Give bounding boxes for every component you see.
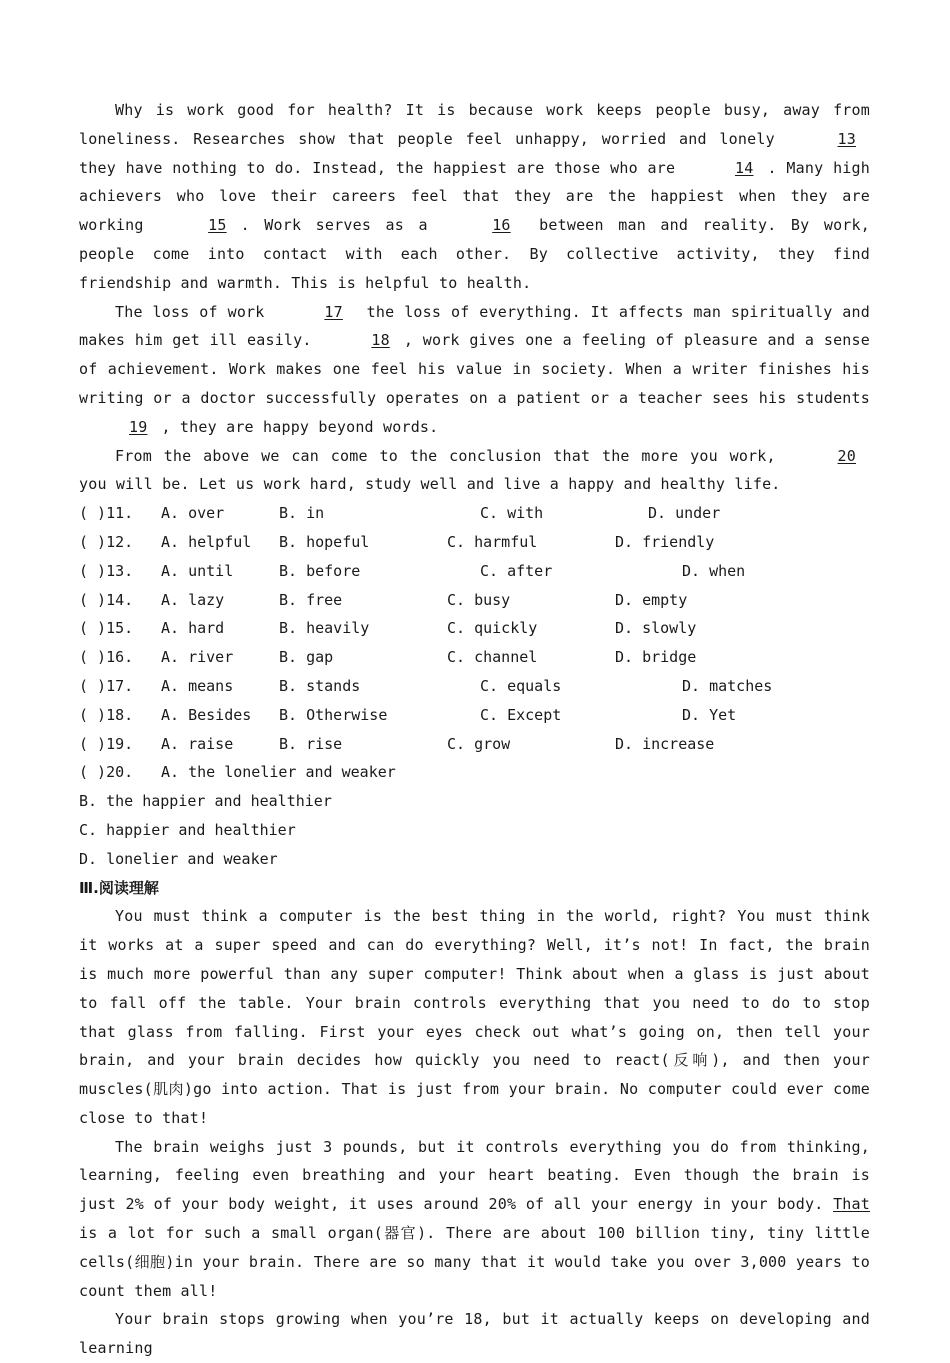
option-c: C. after [480,561,553,580]
question-number: ( )14. [79,590,134,609]
option-d: D. empty [615,590,688,609]
blank-13: 13 [837,129,856,148]
option-a: A. helpful [161,532,252,551]
blank-16: 16 [492,216,511,235]
option-b: B. in [279,504,325,523]
option-d: D. under [648,504,721,523]
option-a: A. the lonelier and weaker [161,763,396,782]
option-a: A. means [161,676,234,695]
underlined-word: That [833,1195,870,1214]
cloze-text: , they are happy beyond words. [161,417,439,436]
cloze-paragraph-1 [79,96,870,298]
option-b: B. heavily [279,619,370,638]
option-b: B. rise [279,734,343,753]
blank-20: 20 [837,446,856,465]
reading-text: is a lot for such a small organ(器官). There are about 100 billion tiny, tiny little cells(细胞)in your brain. There are so many that it would take you over 3,000 years to count them all! [79,1224,870,1300]
option-a: A. raise [161,734,234,753]
question-number: ( )20. [79,763,134,782]
question-number: ( )17. [79,676,134,695]
question-row-15 [79,614,870,643]
option-c: C. Except [480,705,562,724]
cloze-text: you will be. Let us work hard, study well and live a happy and healthy life. [79,475,781,494]
option-b: B. the happier and healthier [79,792,332,811]
option-c: C. happier and healthier [79,820,296,839]
option-a: A. over [161,504,225,523]
question-row-16 [79,643,870,672]
question-number: ( )11. [79,504,134,523]
reading-paragraph-3: Your brain stops growing when you’re 18, but it actually keeps on developing and learning [79,1310,870,1358]
option-b: B. stands [279,676,361,695]
option-b: B. free [279,590,343,609]
option-c: C. with [480,504,544,523]
option-a: A. river [161,648,234,667]
option-a: A. hard [161,619,225,638]
option-b: B. gap [279,648,334,667]
blank-15: 15 [208,216,227,235]
option-c: C. equals [480,676,562,695]
question-number: ( )16. [79,648,134,667]
cloze-text: , work gives one a feeling of pleasure and a sense of achievement. Work makes one feel his value in society. When a writer finishes his writing or a doctor successfully operates on a patient or a teacher sees his students [79,331,870,407]
question-row-18 [79,701,870,730]
cloze-text: . Many high achievers who love their careers feel that they are the happiest when they are working [79,158,870,235]
option-d: D. slowly [615,619,697,638]
option-d: D. friendly [615,532,715,551]
option-b: B. Otherwise [279,705,388,724]
reading-paragraph-2 [79,1133,870,1306]
blank-19: 19 [129,417,148,436]
blank-18: 18 [371,331,390,350]
option-b: B. hopeful [279,532,370,551]
cloze-paragraph-2 [79,298,870,442]
option-b: B. before [279,561,361,580]
cloze-text: Why is work good for health? It is because work keeps people busy, away from loneliness. Researches show that people feel unhappy, worried and lonely [79,101,870,148]
reading-text: The brain weighs just 3 pounds, but it controls everything you do from thinking, learning, feeling even breathing and your heart beating. Even though the brain is just 2% of your body weight, it uses around 20% of all your energy in your body. [79,1137,870,1214]
question-row-17 [79,672,870,701]
question-row-20 [79,758,870,787]
section-heading: Ⅲ.阅读理解 [79,878,159,897]
reading-paragraph-1: You must think a computer is the best thing in the world, right? You must think it works at a super speed and can do everything? Well, it’s not! In fact, the brain is much more powerful than any super computer! Think about when a glass is just about to fall off the table. Your brain controls everything that you need to do to stop that glass from falling. First your eyes check out what’s going on, then tell your brain, and your brain decides how quickly you need to react(反响), and then your muscles(肌肉)go into action. That is just from your brain. No computer could ever come close to that! [79,907,870,1127]
question-row-11 [79,499,870,528]
cloze-text: between man and reality. By work, people come into contact with each other. By collective activity, they find friendship and warmth. This is helpful to health. [79,216,871,292]
option-c: C. busy [447,590,511,609]
cloze-text: From the above we can come to the conclusion that the more you work, [115,446,776,465]
question-number: ( )13. [79,561,134,580]
option-c: C. channel [447,648,538,667]
cloze-text: they have nothing to do. Instead, the happiest are those who are [79,158,676,177]
question-number: ( )12. [79,532,134,551]
option-c: C. quickly [447,619,538,638]
question-number: ( )19. [79,734,134,753]
blank-17: 17 [324,302,343,321]
question-row-19 [79,730,870,759]
cloze-text: . Work serves as a [240,216,428,235]
question-number: ( )15. [79,619,134,638]
question-number: ( )18. [79,705,134,724]
option-a: A. lazy [161,590,225,609]
blank-14: 14 [734,158,754,177]
cloze-paragraph-3 [79,442,870,500]
option-d: D. Yet [682,705,737,724]
cloze-text: The loss of work [115,302,265,321]
document-page [79,96,870,1363]
option-a: A. Besides [161,705,252,724]
question-row-14 [79,586,870,615]
question-row-12 [79,528,870,557]
option-a: A. until [161,561,234,580]
option-c: C. harmful [447,532,538,551]
option-d: D. matches [682,676,773,695]
question-row-13 [79,557,870,586]
option-d: D. increase [615,734,715,753]
option-d: D. when [682,561,746,580]
cloze-text: the loss of everything. It affects man spiritually and makes him get ill easily. [79,302,870,350]
option-d: D. bridge [615,648,697,667]
option-c: C. grow [447,734,511,753]
option-d: D. lonelier and weaker [79,849,278,868]
